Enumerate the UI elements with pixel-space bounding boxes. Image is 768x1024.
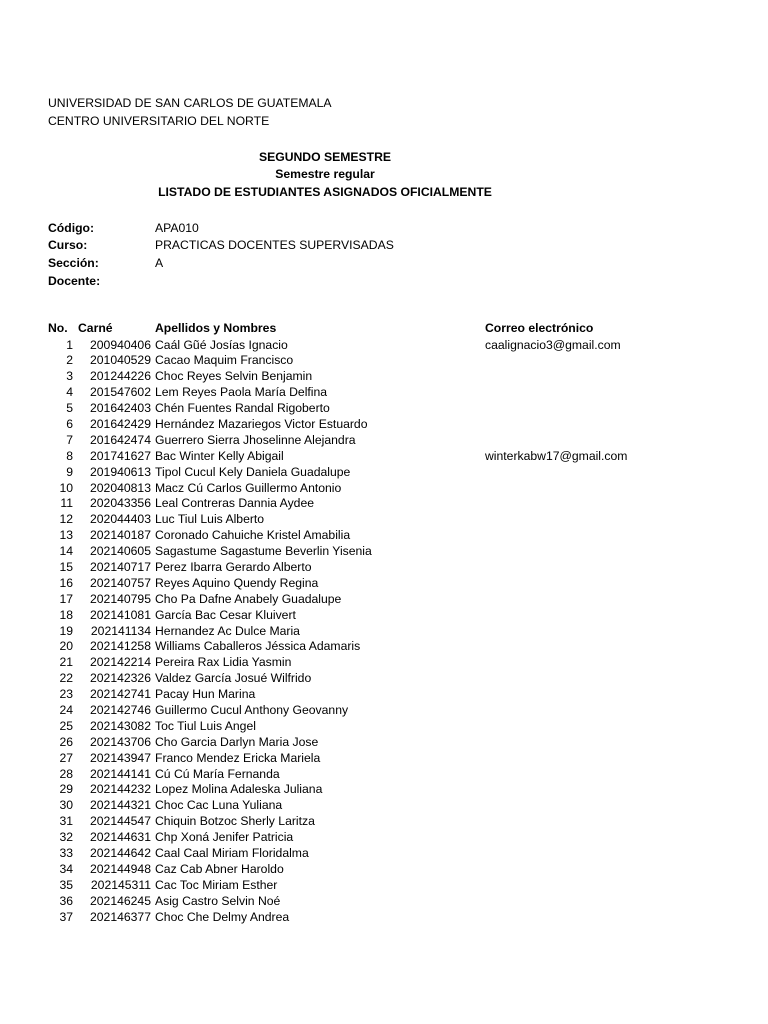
row-number: 17: [59, 591, 73, 606]
row-name: Hernandez Ac Dulce Maria: [155, 623, 300, 638]
table-row: [0, 481, 768, 497]
listing-title: LISTADO DE ESTUDIANTES ASIGNADOS OFICIALMENTE: [158, 185, 492, 199]
row-number: 12: [59, 512, 73, 527]
semester-title: SEGUNDO SEMESTRE: [258, 150, 392, 164]
row-name: Macz Cú Carlos Guillermo Antonio: [155, 480, 342, 495]
row-number: 28: [59, 766, 73, 781]
course-label: Curso:: [48, 238, 88, 252]
row-carne: 202144631: [89, 830, 151, 845]
code-value: APA010: [155, 221, 199, 235]
row-name: Caál Gũé Josías Ignacio: [155, 337, 288, 352]
row-number: 4: [66, 385, 73, 400]
row-number: 9: [66, 464, 73, 479]
row-name: Pacay Hun Marina: [155, 687, 256, 702]
table-row: [0, 576, 768, 592]
row-name: Caal Caal Miriam Floridalma: [155, 846, 309, 860]
row-name: Tipol Cucul Kely Daniela Guadalupe: [155, 464, 351, 479]
row-name: Chp Xoná Jenifer Patricia: [155, 830, 294, 845]
row-number: 25: [59, 718, 73, 733]
table-row: [0, 512, 768, 528]
row-carne: 202144141: [89, 766, 151, 781]
semester-type: Semestre regular: [275, 167, 375, 181]
teacher-label: Docente:: [48, 274, 101, 288]
row-name: Pereira Rax Lidia Yasmin: [155, 655, 292, 670]
row-number: 34: [59, 861, 73, 876]
row-carne: 202040813: [89, 480, 151, 495]
row-carne: 202140757: [89, 575, 151, 590]
row-carne: 201741627: [89, 448, 151, 463]
row-name: Williams Caballeros Jéssica Adamaris: [155, 639, 361, 654]
row-name: Luc Tiul Luis Alberto: [155, 512, 265, 527]
row-number: 11: [60, 496, 73, 511]
header-carne: Carné: [78, 321, 113, 335]
table-row: [0, 894, 768, 910]
row-carne: 201642403: [89, 401, 151, 416]
row-number: 18: [59, 607, 73, 622]
row-carne: 202140795: [89, 591, 151, 606]
row-carne: 201244226: [89, 369, 151, 384]
table-row: [0, 719, 768, 735]
row-name: Leal Contreras Dannia Aydee: [155, 496, 314, 511]
row-email: caalignacio3@gmail.com: [485, 337, 621, 352]
row-name: Guerrero Sierra Jhoselinne Alejandra: [155, 432, 356, 447]
row-carne: 202144547: [89, 814, 151, 829]
table-row: [0, 687, 768, 703]
table-row: [0, 703, 768, 719]
row-name: Chiquin Botzoc Sherly Laritza: [155, 814, 315, 829]
row-carne: 202141081: [89, 607, 151, 622]
section-value: A: [155, 256, 164, 270]
row-name: Lem Reyes Paola María Delfina: [155, 385, 328, 400]
table-row: [0, 655, 768, 671]
row-number: 19: [59, 623, 73, 638]
row-carne: 201547602: [89, 385, 151, 400]
center-name: CENTRO UNIVERSITARIO DEL NORTE: [48, 114, 270, 128]
table-row: [0, 639, 768, 655]
row-carne: 201940613: [89, 464, 151, 479]
row-name: Asig Castro Selvin Noé: [155, 893, 281, 908]
row-number: 20: [59, 639, 73, 654]
table-row: [0, 592, 768, 608]
row-number: 27: [59, 750, 73, 765]
row-carne: 202141258: [89, 639, 151, 654]
table-row: [0, 798, 768, 814]
row-carne: 202142326: [89, 671, 151, 686]
row-carne: 202143082: [89, 718, 151, 733]
row-number: 15: [59, 559, 73, 574]
row-name: Choc Che Delmy Andrea: [155, 909, 290, 924]
row-name: Cac Toc Miriam Esther: [155, 877, 278, 892]
row-name: Coronado Cahuiche Kristel Amabilia: [155, 528, 351, 543]
row-carne: 202142214: [89, 655, 151, 670]
table-row: [0, 814, 768, 830]
row-number: 32: [59, 830, 73, 845]
row-number: 1: [66, 337, 73, 352]
row-carne: 202143947: [89, 750, 151, 765]
table-row: [0, 417, 768, 433]
row-name: Cacao Maquim Francisco: [155, 353, 294, 368]
row-carne: 202144232: [89, 782, 151, 797]
row-name: García Bac Cesar Kluivert: [155, 607, 296, 622]
row-name: Franco Mendez Ericka Mariela: [155, 750, 321, 765]
row-carne: 201642429: [89, 416, 151, 431]
row-name: Cú Cú María Fernanda: [155, 766, 280, 781]
row-number: 16: [59, 575, 73, 590]
table-row: [0, 369, 768, 385]
row-name: Valdez García Josué Wilfrido: [155, 671, 312, 686]
row-number: 24: [59, 702, 73, 717]
header-email: Correo electrónico: [485, 321, 594, 335]
course-value: PRACTICAS DOCENTES SUPERVISADAS: [155, 238, 394, 252]
row-carne: 202142746: [89, 702, 151, 717]
row-number: 30: [59, 798, 73, 813]
row-carne: 200940406: [89, 337, 151, 352]
row-carne: 202146245: [89, 893, 151, 908]
table-row: [0, 496, 768, 512]
table-row: [0, 449, 768, 465]
row-carne: 202140717: [89, 559, 151, 574]
row-carne: 201642474: [89, 432, 151, 447]
row-carne: 202144642: [89, 846, 151, 860]
row-carne: 202140605: [89, 544, 151, 559]
row-name: Reyes Aquino Quendy Regina: [155, 575, 319, 590]
row-name: Hernández Mazariegos Victor Estuardo: [155, 416, 368, 431]
table-row: [0, 830, 768, 846]
row-number: 3: [66, 369, 73, 384]
row-number: 36: [59, 893, 73, 908]
row-name: Bac Winter Kelly Abigail: [155, 448, 284, 463]
row-number: 6: [66, 416, 73, 431]
row-name: Cho Pa Dafne Anabely Guadalupe: [155, 591, 342, 606]
row-number: 21: [59, 655, 73, 670]
code-label: Código:: [48, 221, 95, 235]
row-carne: 202142741: [89, 687, 151, 702]
row-number: 8: [66, 448, 73, 463]
table-row: [0, 608, 768, 624]
row-number: 10: [59, 480, 73, 495]
row-name: Sagastume Sagastume Beverlin Yisenia: [155, 544, 372, 559]
row-name: Chén Fuentes Randal Rigoberto: [155, 401, 330, 416]
row-carne: 202144321: [89, 798, 151, 813]
row-name: Toc Tiul Luis Angel: [155, 718, 256, 733]
table-row: [0, 433, 768, 449]
row-name: Lopez Molina Adaleska Juliana: [155, 782, 323, 797]
table-row: [0, 671, 768, 687]
row-carne: 202044403: [89, 512, 151, 527]
row-number: 22: [59, 671, 73, 686]
table-row: [0, 782, 768, 798]
row-email: winterkabw17@gmail.com: [485, 448, 628, 463]
row-number: 35: [59, 877, 73, 892]
row-number: 26: [59, 734, 73, 749]
row-number: 5: [66, 401, 73, 416]
row-carne: 202141134: [90, 623, 151, 638]
table-row: [0, 465, 768, 481]
row-carne: 202146377: [89, 909, 151, 924]
row-number: 33: [59, 846, 73, 860]
row-carne: 202143706: [89, 734, 151, 749]
header-no: No.: [48, 321, 68, 335]
row-number: 23: [59, 687, 73, 702]
header-name: Apellidos y Nombres: [155, 321, 277, 335]
row-carne: 202145311: [90, 877, 151, 892]
row-carne: 201040529: [89, 353, 151, 368]
table-row: [0, 560, 768, 576]
table-row: [0, 528, 768, 544]
row-name: Cho Garcia Darlyn Maria Jose: [155, 734, 319, 749]
row-name: Caz Cab Abner Haroldo: [155, 861, 284, 876]
row-number: 14: [59, 544, 73, 559]
row-number: 13: [59, 528, 73, 543]
table-row: [0, 767, 768, 783]
table-row: [0, 846, 768, 862]
table-row: [0, 735, 768, 751]
student-list: [0, 338, 768, 926]
row-carne: 202144948: [89, 861, 151, 876]
table-row: [0, 878, 768, 894]
row-carne: 202140187: [89, 528, 151, 543]
row-number: 31: [59, 814, 73, 829]
row-number: 29: [59, 782, 73, 797]
table-row: [0, 338, 768, 354]
row-number: 2: [66, 353, 73, 368]
row-name: Perez Ibarra Gerardo Alberto: [155, 559, 312, 574]
row-name: Choc Cac Luna Yuliana: [155, 798, 283, 813]
table-row: [0, 910, 768, 926]
table-row: [0, 544, 768, 560]
row-number: 7: [66, 432, 73, 447]
table-row: [0, 401, 768, 417]
section-label: Sección:: [48, 256, 99, 270]
row-carne: 202043356: [89, 496, 151, 511]
table-row: [0, 353, 768, 369]
row-name: Guillermo Cucul Anthony Geovanny: [155, 702, 349, 717]
table-row: [0, 624, 768, 640]
row-name: Choc Reyes Selvin Benjamin: [155, 369, 313, 384]
table-row: [0, 385, 768, 401]
row-number: 37: [59, 909, 73, 924]
university-name: UNIVERSIDAD DE SAN CARLOS DE GUATEMALA: [48, 96, 332, 110]
table-row: [0, 751, 768, 767]
table-row: [0, 862, 768, 878]
